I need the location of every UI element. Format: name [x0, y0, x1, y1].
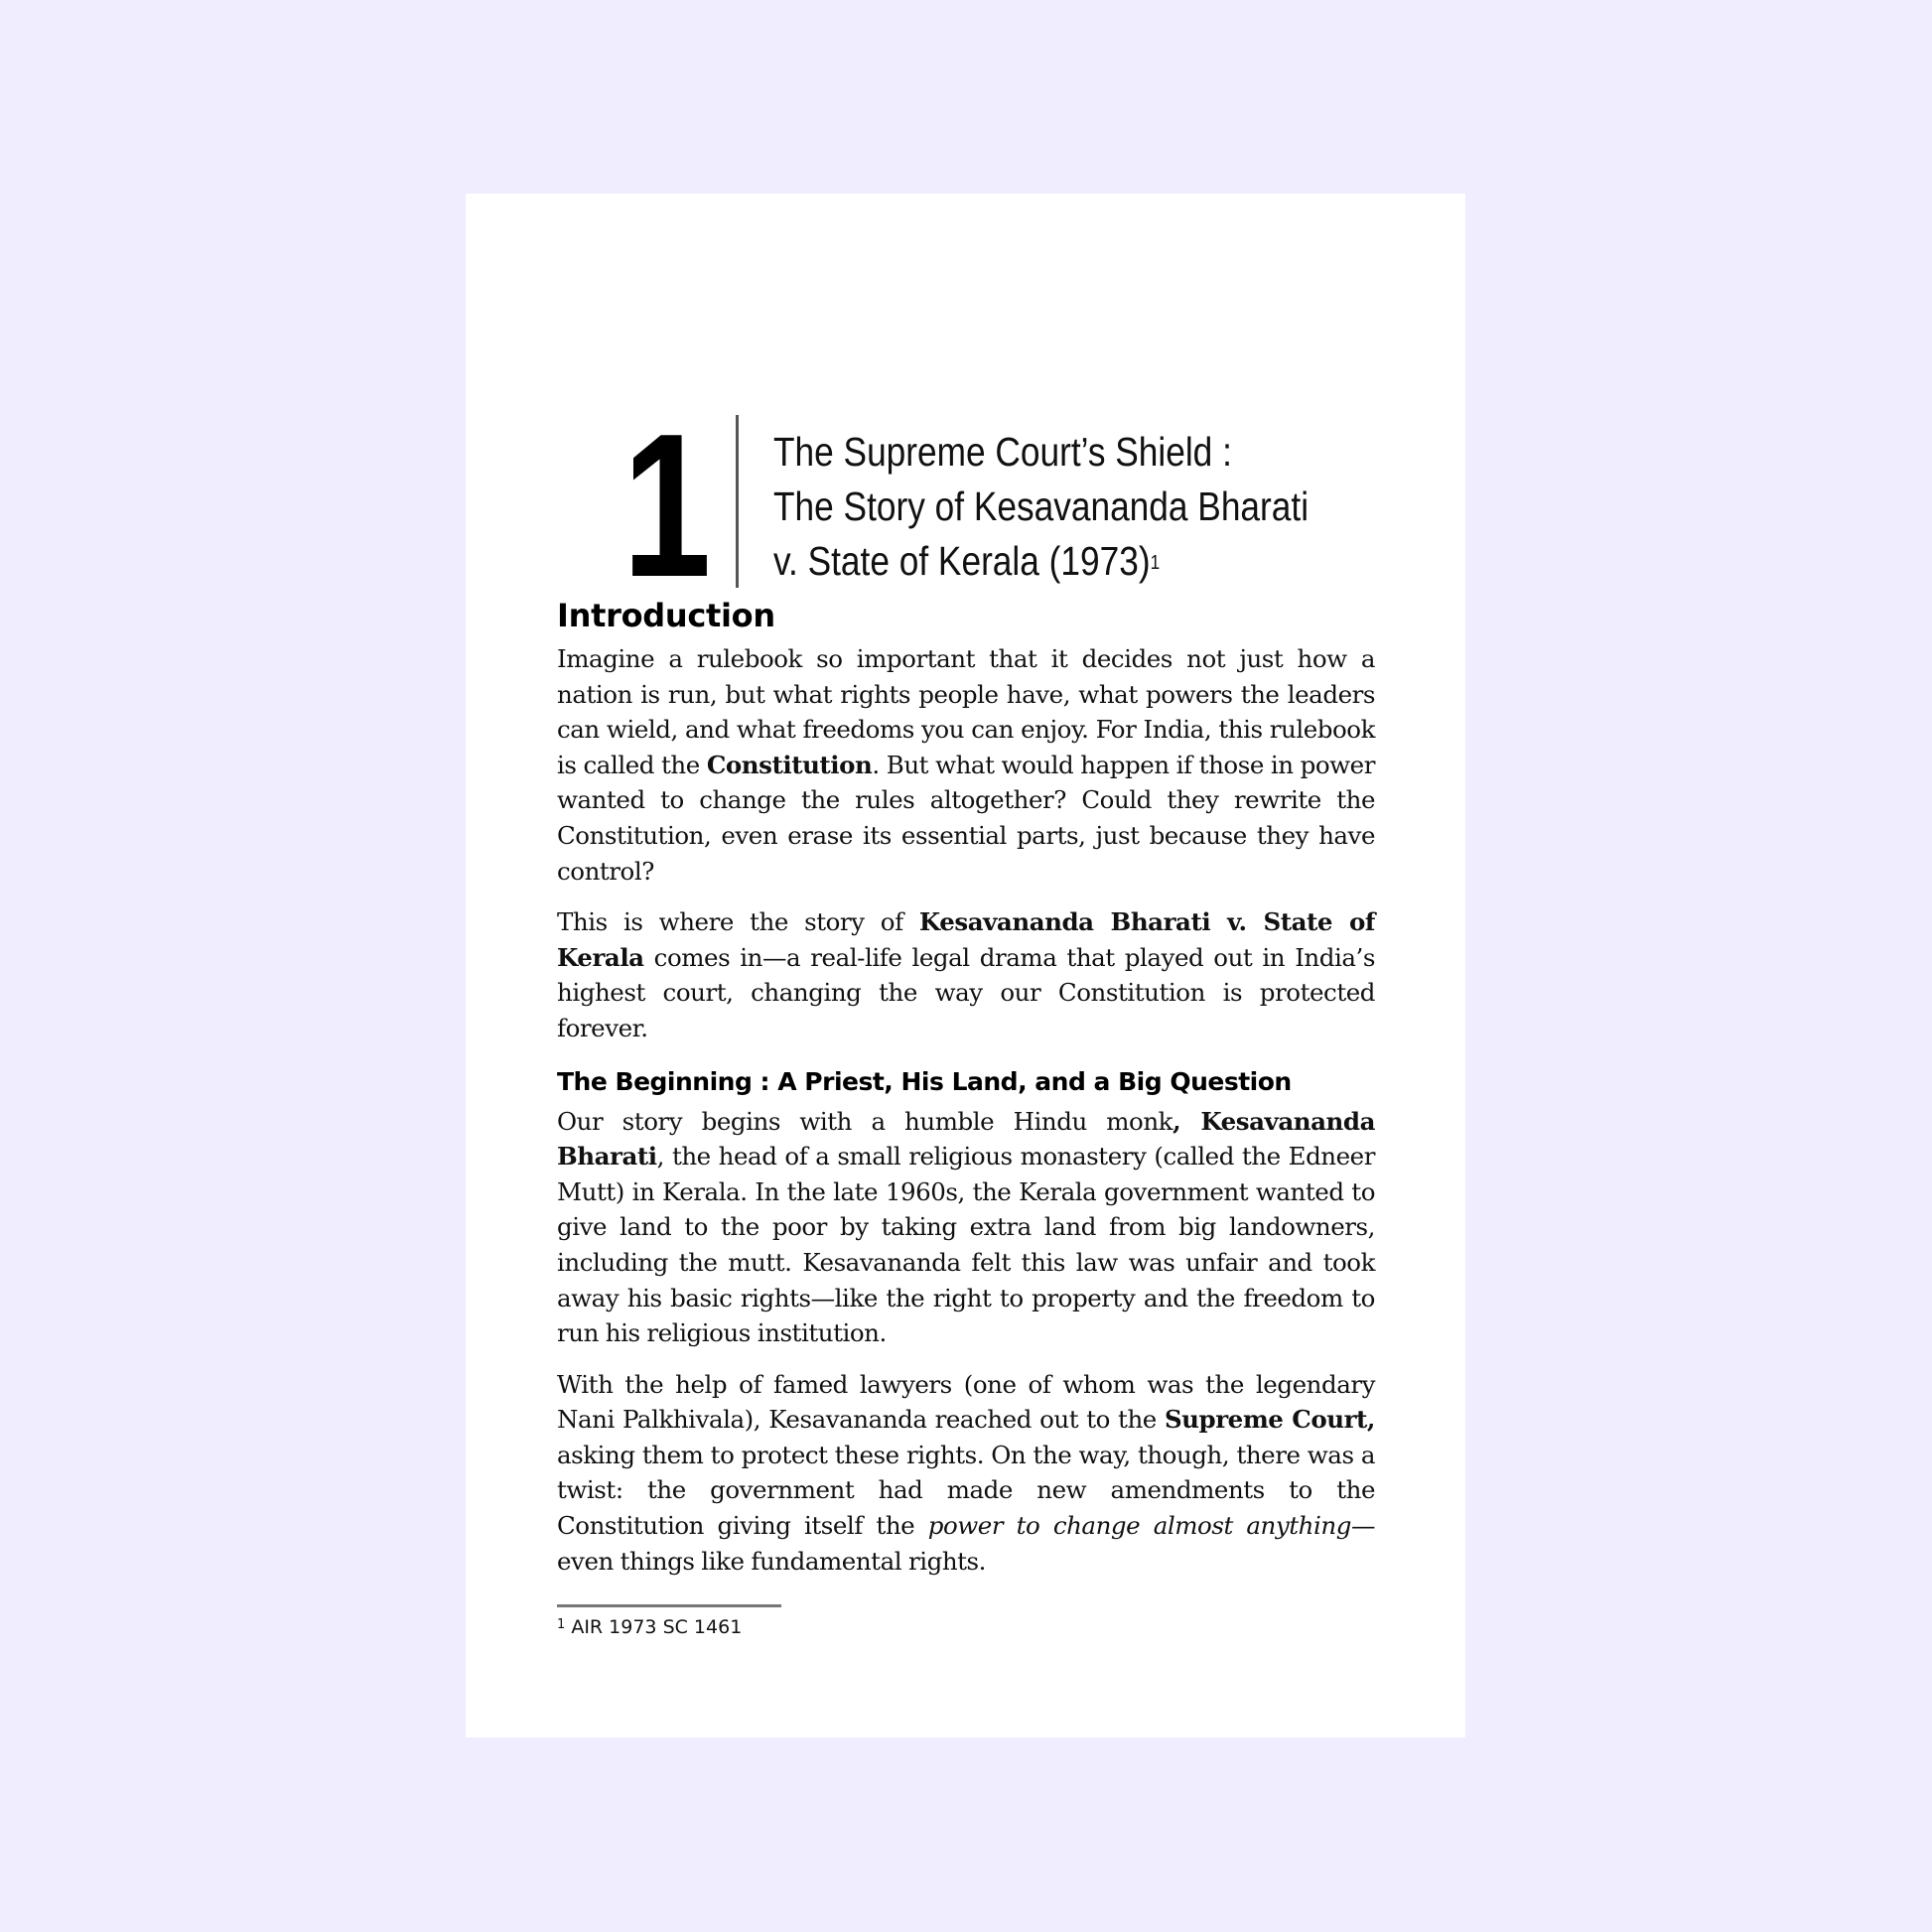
book-page — [466, 194, 1465, 1737]
text-run: asking them to protect these rights. On the way, though, there was a twist: the government had made new amendments to the Constitution giving itself the — [557, 1440, 1375, 1541]
paragraph-intro-2 — [557, 904, 1375, 1045]
section-heading-beginning: The Beginning : A Priest, His Land, and a Big Question — [557, 1066, 1292, 1096]
chapter-title — [773, 425, 1309, 589]
text-run: With the help of famed lawyers (one of whom was the legendary Nani Palkhivala), Kesavananda reached out to the — [557, 1369, 1375, 1435]
bold-term-constitution: Constitution — [706, 750, 873, 779]
text-run: Imagine a rulebook so important that it decides not just how a nation is run, but what rights people have, what powers the leaders can wield, and what freedoms you can enjoy. For India, this rulebook is called the — [557, 644, 1375, 779]
text-run: Our story begins with a humble Hindu monk — [557, 1106, 1173, 1136]
italic-phrase: power to change almost anything — [927, 1511, 1351, 1541]
paragraph-intro-1 — [557, 641, 1375, 889]
footnote-divider — [557, 1604, 781, 1607]
chapter-heading — [622, 391, 1337, 620]
text-run: This is where the story of — [557, 907, 919, 937]
paragraph-beginning-1 — [557, 1104, 1375, 1351]
section-heading-introduction: Introduction — [557, 597, 775, 634]
chapter-divider — [736, 415, 739, 588]
footnote — [557, 1615, 1375, 1639]
bold-term-kesavananda: , Kesavananda Bharati — [557, 1106, 1376, 1172]
footnote-reference[interactable]: 1 — [1150, 552, 1161, 574]
footnote-text: AIR 1973 SC 1461 — [571, 1616, 743, 1639]
text-run: . But what would happen if those in power wanted to change the rules altogether? Could they rewrite the Constitution, even erase its essential parts, just because they have control? — [557, 750, 1375, 886]
chapter-title-line-1: The Supreme Court’s Shield : — [773, 429, 1232, 475]
bold-term-supreme-court: Supreme Court, — [1164, 1405, 1375, 1435]
footnote-number: 1 — [557, 1617, 566, 1633]
chapter-title-line-2: The Story of Kesavananda Bharati — [773, 483, 1310, 529]
chapter-title-line-3-text: v. State of Kerala (1973) — [773, 538, 1151, 584]
bold-term-case-name: Kesavananda Bharati v. State of Kerala — [557, 907, 1376, 972]
chapter-number: 1 — [622, 391, 712, 620]
text-run: , the head of a small religious monastery (called the Edneer Mutt) in Kerala. In the late 1960s, the Kerala government wanted to give land to the poor by taking extra land from big landowners, including the mutt. Kesavananda felt this law was unfair and took away his basic rights—like the right to property and the freedom to run his religious institution. — [557, 1142, 1375, 1348]
paragraph-beginning-2 — [557, 1367, 1375, 1580]
text-run: comes in—a real-life legal drama that played out in India’s highest court, changing the way our Constitution is protected forever. — [557, 942, 1375, 1042]
chapter-body — [557, 596, 1375, 1639]
chapter-title-line-3 — [773, 534, 1309, 589]
text-run: —even things like fundamental rights. — [557, 1511, 1375, 1576]
